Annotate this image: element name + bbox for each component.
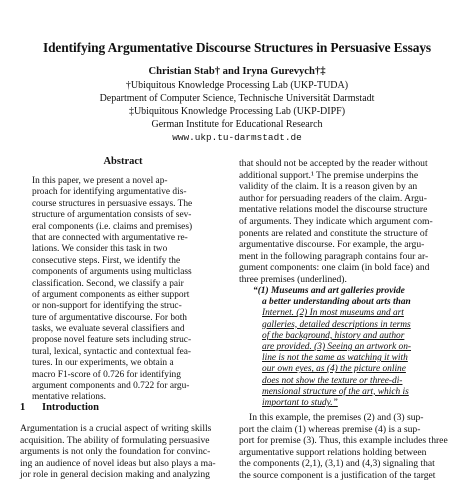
abstract-line: consecutive steps. First, we identify the — [32, 255, 181, 266]
section-number: 1 — [20, 402, 26, 413]
abstract-line: argument components and 0.722 for argu- — [32, 381, 190, 392]
example-line: line is not the same as watching it with — [262, 353, 408, 364]
abstract-line: ture of argumentative discourse. For both — [32, 312, 187, 323]
body-line: validity of the claim. It is a reason given by an — [239, 181, 418, 193]
body-line: gument components: one claim (in bold face) and — [239, 262, 430, 274]
abstract-heading: Abstract — [103, 156, 143, 167]
body-line: author for persuading readers of the claim. Argu- — [239, 192, 427, 204]
right-column-bottom — [239, 412, 448, 482]
affiliation-line: ‡Ubiquitous Knowledge Processing Lab (UKP-DIPF) — [128, 106, 346, 117]
example-line: a better understanding about arts than — [262, 297, 411, 308]
body-line: In this example, the premises (2) and (3) sup- — [249, 412, 424, 423]
abstract-body — [20, 176, 226, 404]
intro-line: jor role in general decision making and analyzing — [20, 469, 210, 481]
body-line: three premises (underlined). — [239, 273, 347, 285]
body-line: additional support.¹ The premise underpins the — [239, 169, 419, 181]
example-line: are provided. (3) Seeing an artwork on- — [262, 341, 412, 352]
paper-authors: Christian Stab† and Iryna Gurevych†‡ — [148, 66, 326, 77]
abstract-line: eral components (i.e. claims and premises) — [32, 221, 193, 232]
body-line: the source component is a justification of the target — [239, 469, 436, 481]
body-line: port for premise (3). Thus, this example includes three — [239, 435, 448, 447]
example-quote — [253, 286, 449, 409]
abstract-line: mentative relations. — [32, 392, 106, 403]
body-line: port the claim (1) whereas premise (4) is a sup- — [239, 423, 421, 435]
example-line: “(1) Museums and art galleries provide — [253, 286, 405, 296]
abstract-line: tural, lexical, syntactic and contextual fea- — [32, 346, 192, 357]
intro-line: ing an audience of novel ideas but also plays a ma- — [20, 457, 216, 469]
abstract-line: course structures in persuasive essays. The — [32, 198, 193, 209]
affiliation-line: †Ubiquitous Knowledge Processing Lab (UKP-TUDA) — [125, 80, 349, 91]
body-line: mentative relations model the discourse structure — [239, 204, 428, 216]
example-line: does not show the texture or three-di- — [262, 375, 403, 386]
abstract-line: macro F1-score of 0.726 for identifying — [32, 369, 181, 380]
intro-line: arguments is not only the foundation for convinc- — [20, 446, 211, 458]
example-line: Internet. (2) In most museums and art — [262, 308, 404, 319]
abstract-line: tasks, we evaluate several classifiers and — [32, 324, 185, 335]
example-line: our own eyes, as (4) the picture online — [262, 364, 406, 375]
body-line: that should not be accepted by the reader without — [239, 158, 428, 169]
affiliation-line: Department of Computer Science, Technische Universität Darmstadt — [99, 93, 375, 104]
intro-line: Argumentation is a crucial aspect of writing skills — [20, 423, 212, 434]
affiliation-url: www.ukp.tu-darmstadt.de — [172, 132, 302, 143]
abstract-line: or non-support for identifying the struc- — [32, 301, 182, 312]
body-line: of arguments. They indicate which argument com- — [239, 215, 433, 227]
body-line: the components (2,1), (3,1) and (4,3) signaling that — [239, 458, 435, 470]
abstract-line: proach for identifying argumentative dis- — [32, 187, 187, 198]
body-line: ment in the following paragraph contains four ar- — [239, 250, 429, 262]
abstract-line: propose novel feature sets including struc- — [32, 335, 192, 346]
right-column-top — [239, 158, 445, 286]
abstract-line: that are connected with argumentative re- — [32, 232, 188, 243]
abstract-line: classification. Second, we classify a pair — [32, 278, 184, 289]
abstract-line: structure of argumentation consists of sev- — [32, 210, 192, 221]
intro-body — [20, 423, 226, 481]
abstract-line: tures. In our experiments, we obtain a — [32, 358, 174, 369]
example-line: galleries, detailed descriptions in terms — [262, 319, 411, 330]
abstract-line: lations. We consider this task in two — [32, 244, 168, 255]
example-line: important to study.” — [262, 397, 338, 408]
abstract-line: components of arguments using multiclass — [32, 267, 192, 278]
body-line: argumentative discourse. For example, the argu- — [239, 239, 425, 251]
intro-line: acquisition. The ability of formulating persuasive — [20, 434, 210, 446]
paper-title: Identifying Argumentative Discourse Structures in Persuasive Essays — [42, 40, 432, 55]
example-line: mensional structure of the art, which is — [262, 386, 409, 397]
body-line: ponents are related and constitute the structure of — [239, 227, 428, 239]
section-title: Introduction — [42, 402, 99, 413]
section-heading — [20, 402, 99, 413]
affiliation-line: German Institute for Educational Research — [151, 119, 323, 130]
abstract-line: In this paper, we present a novel ap- — [32, 176, 168, 186]
body-line: argumentative support relations holding between — [239, 446, 427, 458]
abstract-line: of argument components as either support — [32, 289, 190, 300]
example-line: of the background, history and author — [262, 330, 405, 341]
